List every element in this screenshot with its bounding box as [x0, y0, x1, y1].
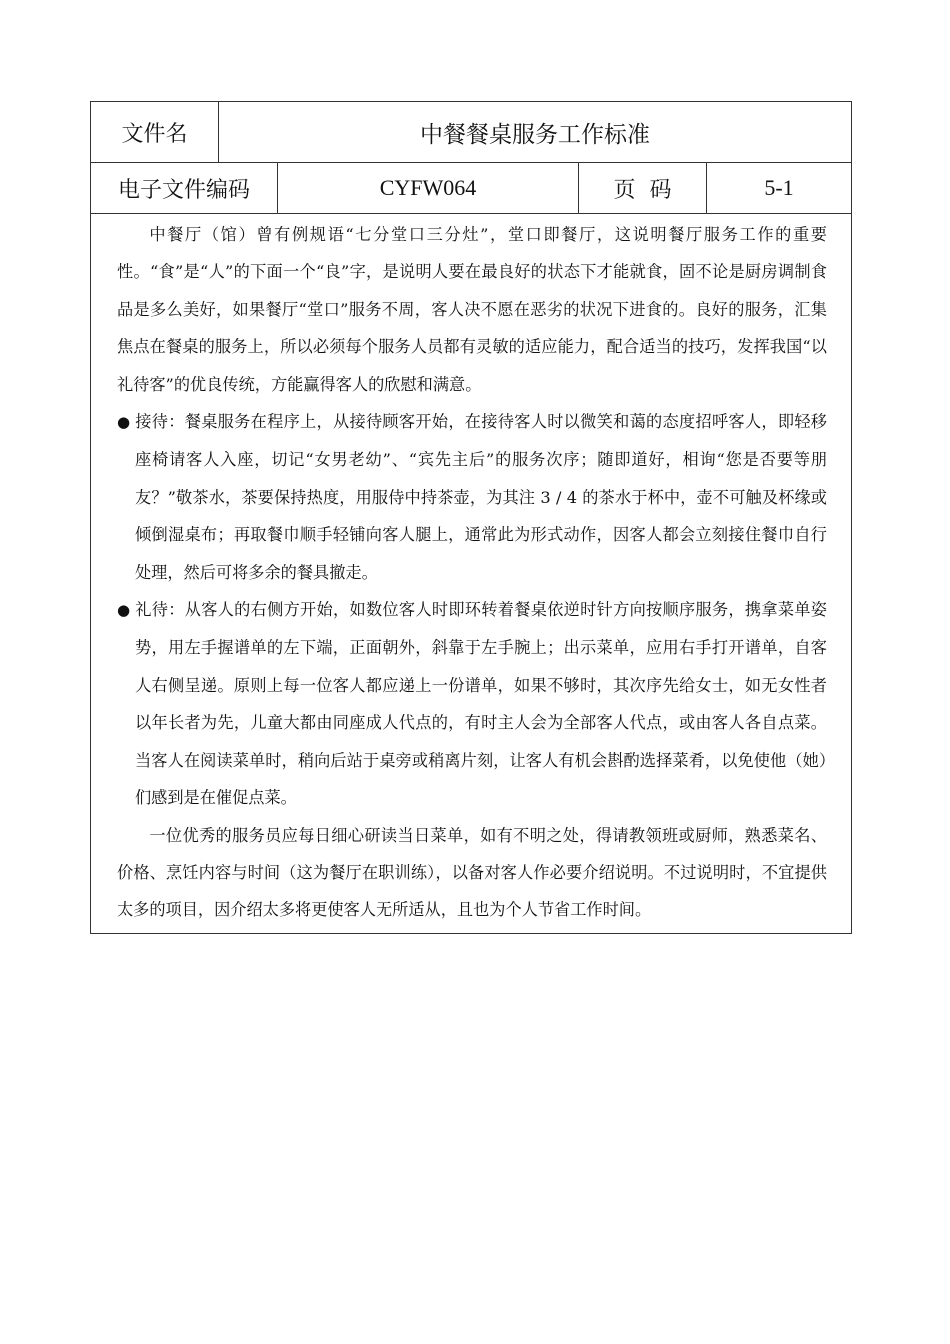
bullet-item-reception [117, 403, 827, 591]
bullet-text-courtesy: 礼待：从客人的右侧方开始，如数位客人时即环转着餐桌依逆时针方向按顺序服务，携拿菜单姿势，用左手握谱单的左下端，正面朝外，斜靠于左手腕上；出示菜单，应用右手打开谱单，自客人右侧呈递。原则上每一位客人都应递上一份谱单，如果不够时，其次序先给女士，如无女性者以年长者为先，儿童大都由同座成人代点的，有时主人会为全部客人代点，或由客人各自点菜。当客人在阅读菜单时，稍向后站于桌旁或稍离片刻，让客人有机会斟酌选择菜肴，以免使他（她）们感到是在催促点菜。 [135, 600, 827, 808]
bullet-item-courtesy [117, 591, 827, 816]
document-body [91, 214, 851, 933]
page-label: 页码 [579, 163, 707, 213]
closing-paragraph: 一位优秀的服务员应每日细心研读当日菜单，如有不明之处，得请教领班或厨师，熟悉菜名、价格、烹饪内容与时间（这为餐厅在职训练），以备对客人作必要介绍说明。不过说明时，不宜提供太多的项目，因介绍太多将更使客人无所适从，且也为个人节省工作时间。 [117, 825, 827, 920]
bullet-icon: ● [117, 601, 131, 620]
page-number: 5-1 [764, 175, 794, 200]
file-code-value: CYFW064 [278, 163, 579, 213]
document-form [90, 101, 852, 934]
intro-paragraph: 中餐厅（馆）曾有例规语“七分堂口三分灶”，堂口即餐厅，这说明餐厅服务工作的重要性。“食”是“人”的下面一个“良”字，是说明人要在最良好的状态下才能就食，固不论是厨房调制食品是多么美好，如果餐厅“堂口”服务不周，客人决不愿在恶劣的状况下进食的。良好的服务，汇集焦点在餐桌的服务上，所以必须每个服务人员都有灵敏的适应能力，配合适当的技巧，发挥我国“以礼待客”的优良传统，方能赢得客人的欣慰和满意。 [117, 225, 827, 394]
bullet-text-reception: 接待：餐桌服务在程序上，从接待顾客开始，在接待客人时以微笑和蔼的态度招呼客人，即轻移座椅请客人入座，切记“女男老幼”、“宾先主后”的服务次序；随即道好，相询“您是否要等朋友？”敬茶水，茶要保持热度，用服侍中持茶壶，为其注 3 / 4 的茶水于杯中，壶不可触及杯缘或倾倒湿桌布；再取餐巾顺手轻铺向客人腿上，通常此为形式动作，因客人都会立刻接住餐巾自行处理，然后可将多余的餐具撤走。 [135, 412, 827, 582]
file-code-label: 电子文件编码 [91, 163, 278, 213]
header-row-title [91, 102, 851, 163]
header-row-meta [91, 163, 851, 214]
document-title: 中餐餐桌服务工作标准 [420, 121, 650, 148]
file-name-label: 文件名 [91, 102, 219, 162]
bullet-icon: ● [117, 413, 131, 432]
